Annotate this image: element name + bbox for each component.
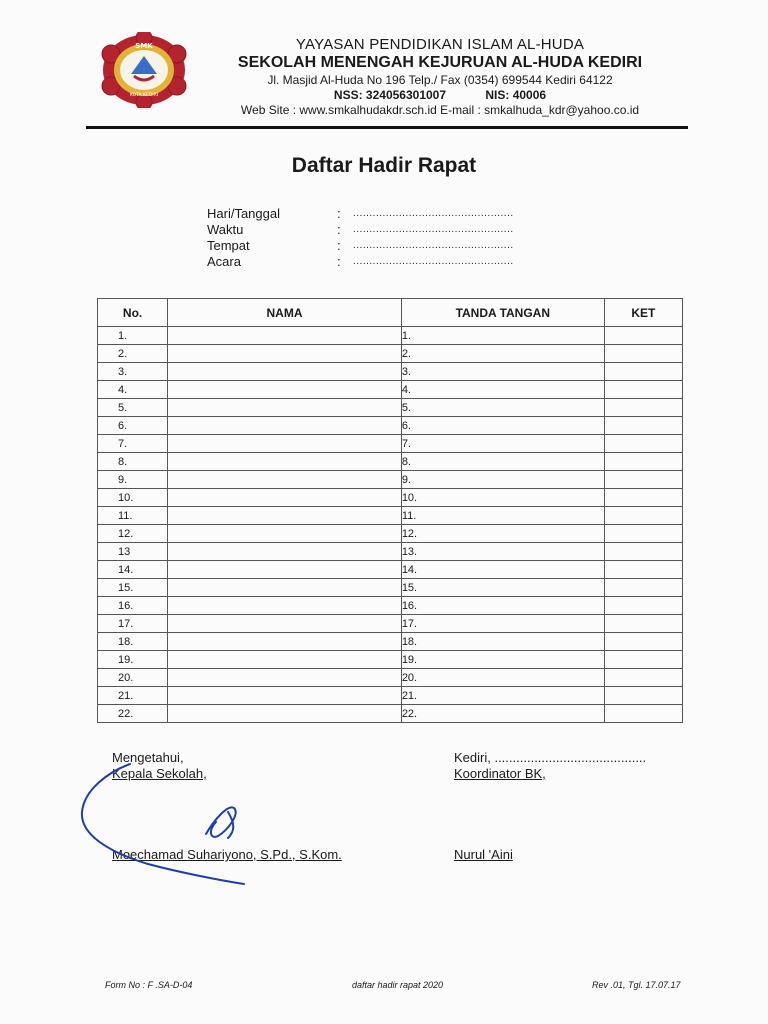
field-acara	[207, 254, 547, 270]
name-cell[interactable]	[168, 363, 402, 381]
remarks-cell[interactable]	[604, 669, 682, 687]
table-row	[98, 561, 683, 579]
remarks-cell[interactable]	[604, 471, 682, 489]
row-number: 4.	[98, 381, 168, 399]
remarks-cell[interactable]	[604, 687, 682, 705]
field-label: Tempat	[207, 238, 250, 253]
remarks-cell[interactable]	[604, 561, 682, 579]
foundation-name: YAYASAN PENDIDIKAN ISLAM AL-HUDA	[295, 36, 585, 53]
school-address: Jl. Masjid Al-Huda No 196 Telp./ Fax (0354) 699544 Kediri 64122	[267, 73, 613, 87]
logo-text-top: SMK	[135, 42, 153, 50]
table-row	[98, 471, 683, 489]
name-cell[interactable]	[168, 327, 402, 345]
coordinator-name: Nurul 'Aini	[454, 847, 513, 862]
field-tempat	[207, 238, 547, 254]
remarks-cell[interactable]	[604, 579, 682, 597]
signature-cell[interactable]: 3.	[401, 363, 604, 381]
name-cell[interactable]	[168, 489, 402, 507]
signature-cell[interactable]: 19.	[401, 651, 604, 669]
attendance-rows	[98, 327, 683, 723]
approval-block	[112, 750, 207, 782]
approval-label: Mengetahui,	[112, 750, 184, 765]
name-cell[interactable]	[168, 615, 402, 633]
school-logo	[101, 32, 187, 108]
name-cell[interactable]	[168, 687, 402, 705]
row-number: 11.	[98, 507, 168, 525]
row-number: 20.	[98, 669, 168, 687]
letterhead-divider	[86, 126, 688, 129]
name-cell[interactable]	[168, 543, 402, 561]
row-number: 18.	[98, 633, 168, 651]
remarks-cell[interactable]	[604, 453, 682, 471]
table-row	[98, 687, 683, 705]
row-number: 12.	[98, 525, 168, 543]
signature-cell[interactable]: 1.	[401, 327, 604, 345]
school-name: SEKOLAH MENENGAH KEJURUAN AL-HUDA KEDIRI	[237, 54, 643, 71]
name-cell[interactable]	[168, 399, 402, 417]
name-cell[interactable]	[168, 651, 402, 669]
row-number: 21.	[98, 687, 168, 705]
table-row	[98, 597, 683, 615]
principal-name: Moechamad Suhariyono, S.Pd., S.Kom.	[112, 847, 342, 862]
name-cell[interactable]	[168, 705, 402, 723]
logo-text-bottom: KOTA KEDIRI	[129, 93, 159, 98]
coordinator-block	[454, 750, 646, 782]
row-number: 19.	[98, 651, 168, 669]
remarks-cell[interactable]	[604, 543, 682, 561]
row-number: 1.	[98, 327, 168, 345]
table-row	[98, 417, 683, 435]
field-label: Hari/Tanggal	[207, 206, 280, 221]
table-row	[98, 507, 683, 525]
row-number: 22.	[98, 705, 168, 723]
remarks-cell[interactable]	[604, 633, 682, 651]
principal-title: Kepala Sekolah,	[112, 766, 207, 781]
field-colon: :	[337, 222, 341, 237]
table-row	[98, 399, 683, 417]
row-number: 5.	[98, 399, 168, 417]
name-cell[interactable]	[168, 417, 402, 435]
table-row	[98, 579, 683, 597]
row-number: 2.	[98, 345, 168, 363]
document-title: Daftar Hadir Rapat	[291, 154, 477, 177]
name-cell[interactable]	[168, 453, 402, 471]
signature-cell[interactable]: 15.	[401, 579, 604, 597]
field-hari-tanggal	[207, 206, 547, 222]
nss-number: NSS: 324056301007	[333, 88, 447, 102]
signature-cell[interactable]: 6.	[401, 417, 604, 435]
name-cell[interactable]	[168, 471, 402, 489]
signature-cell[interactable]: 22.	[401, 705, 604, 723]
table-row	[98, 669, 683, 687]
signature-cell[interactable]: 10.	[401, 489, 604, 507]
signature-cell[interactable]: 8.	[401, 453, 604, 471]
table-row	[98, 453, 683, 471]
school-contact: Web Site : www.smkalhudakdr.sch.id E-mail : smkalhuda_kdr@yahoo.co.id	[240, 103, 640, 117]
remarks-cell[interactable]	[604, 525, 682, 543]
remarks-cell[interactable]	[604, 381, 682, 399]
letterhead	[190, 36, 690, 118]
table-row	[98, 327, 683, 345]
row-number: 3.	[98, 363, 168, 381]
field-blank[interactable]: .................................................	[353, 256, 514, 267]
remarks-cell[interactable]	[604, 651, 682, 669]
header-no: No.	[98, 299, 168, 327]
field-colon: :	[337, 206, 341, 221]
field-colon: :	[337, 238, 341, 253]
signature-cell[interactable]: 4.	[401, 381, 604, 399]
coordinator-title: Koordinator BK,	[454, 766, 546, 781]
row-number: 8.	[98, 453, 168, 471]
signature-cell[interactable]: 14.	[401, 561, 604, 579]
name-cell[interactable]	[168, 507, 402, 525]
field-waktu	[207, 222, 547, 238]
row-number: 15.	[98, 579, 168, 597]
header-tanda-tangan: TANDA TANGAN	[401, 299, 604, 327]
name-cell[interactable]	[168, 561, 402, 579]
form-number: Form No : F .SA-D-04	[105, 980, 193, 990]
nis-number: NIS: 40006	[485, 88, 547, 102]
table-row	[98, 435, 683, 453]
field-colon: :	[337, 254, 341, 269]
row-number: 7.	[98, 435, 168, 453]
remarks-cell[interactable]	[604, 417, 682, 435]
remarks-cell[interactable]	[604, 507, 682, 525]
signature-cell[interactable]: 5.	[401, 399, 604, 417]
name-cell[interactable]	[168, 345, 402, 363]
signature-cell[interactable]: 2.	[401, 345, 604, 363]
field-blank[interactable]: .................................................	[353, 240, 514, 251]
field-blank[interactable]: .................................................	[353, 224, 514, 235]
table-row	[98, 489, 683, 507]
signature-cell[interactable]: 16.	[401, 597, 604, 615]
field-blank[interactable]: .................................................	[353, 208, 514, 219]
field-label: Acara	[207, 254, 241, 269]
place-date-line: Kediri, ..........................................	[454, 750, 647, 765]
remarks-cell[interactable]	[604, 363, 682, 381]
signature-cell[interactable]: 17.	[401, 615, 604, 633]
remarks-cell[interactable]	[604, 435, 682, 453]
row-number: 9.	[98, 471, 168, 489]
name-cell[interactable]	[168, 633, 402, 651]
name-cell[interactable]	[168, 579, 402, 597]
signature-cell[interactable]: 12.	[401, 525, 604, 543]
signature-cell[interactable]: 11.	[401, 507, 604, 525]
school-ids	[190, 88, 690, 102]
signature-cell[interactable]: 21.	[401, 687, 604, 705]
table-row	[98, 705, 683, 723]
name-cell[interactable]	[168, 525, 402, 543]
header-nama: NAMA	[168, 299, 402, 327]
remarks-cell[interactable]	[604, 489, 682, 507]
remarks-cell[interactable]	[604, 399, 682, 417]
row-number: 6.	[98, 417, 168, 435]
name-cell[interactable]	[168, 597, 402, 615]
remarks-cell[interactable]	[604, 327, 682, 345]
row-number: 10.	[98, 489, 168, 507]
table-row	[98, 363, 683, 381]
signature-cell[interactable]: 20.	[401, 669, 604, 687]
remarks-cell[interactable]	[604, 345, 682, 363]
table-header-row	[98, 299, 683, 327]
table-row	[98, 651, 683, 669]
meeting-details	[207, 206, 547, 270]
row-number: 17.	[98, 615, 168, 633]
table-row	[98, 633, 683, 651]
table-row	[98, 381, 683, 399]
row-number: 14.	[98, 561, 168, 579]
name-cell[interactable]	[168, 381, 402, 399]
remarks-cell[interactable]	[604, 705, 682, 723]
revision-info: Rev .01, Tgl. 17.07.17	[592, 980, 681, 990]
attendance-table	[97, 298, 683, 723]
header-ket: KET	[604, 299, 682, 327]
field-label: Waktu	[207, 222, 244, 237]
document-name: daftar hadir rapat 2020	[352, 980, 444, 990]
table-row	[98, 525, 683, 543]
name-cell[interactable]	[168, 669, 402, 687]
table-row	[98, 615, 683, 633]
signature-cell[interactable]: 9.	[401, 471, 604, 489]
table-row	[98, 543, 683, 561]
table-row	[98, 345, 683, 363]
signature-cell[interactable]: 13.	[401, 543, 604, 561]
remarks-cell[interactable]	[604, 615, 682, 633]
row-number: 13	[98, 543, 168, 561]
signature-cell[interactable]: 7.	[401, 435, 604, 453]
name-cell[interactable]	[168, 435, 402, 453]
signature-cell[interactable]: 18.	[401, 633, 604, 651]
remarks-cell[interactable]	[604, 597, 682, 615]
row-number: 16.	[98, 597, 168, 615]
